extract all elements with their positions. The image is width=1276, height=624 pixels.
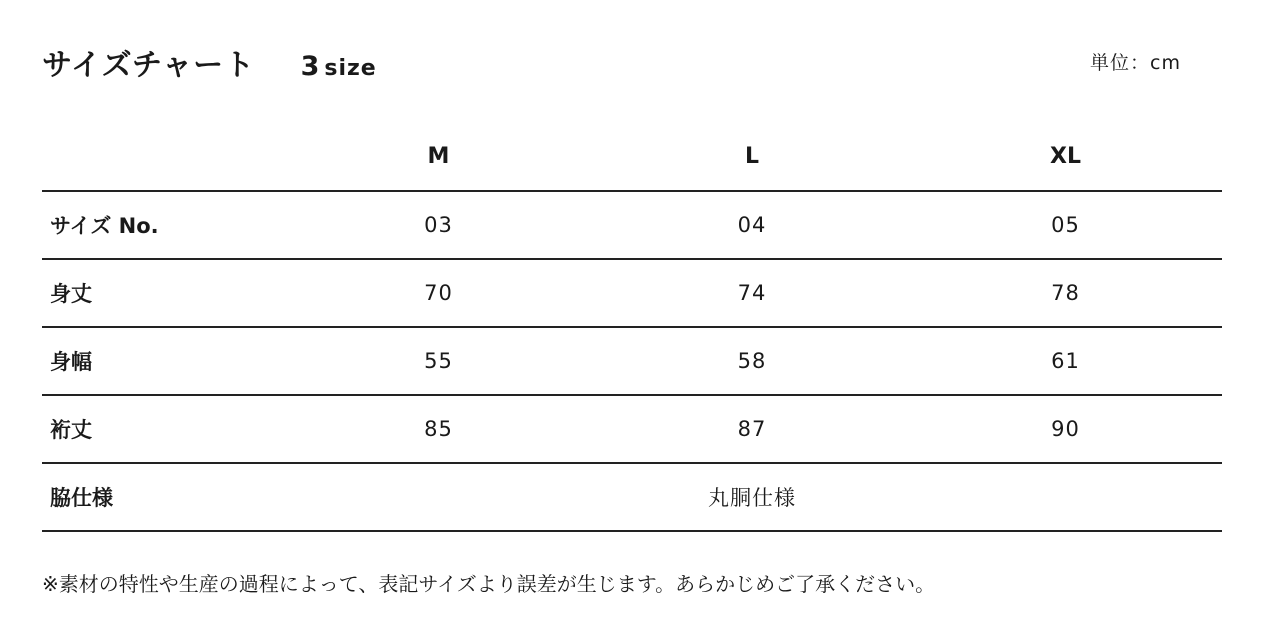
page-title bbox=[42, 40, 377, 84]
table-row-body-width bbox=[42, 327, 1222, 395]
header-empty bbox=[42, 122, 282, 191]
cell-value: 85 bbox=[282, 395, 595, 463]
cell-value: 04 bbox=[595, 191, 909, 259]
size-table bbox=[42, 122, 1222, 532]
row-label: 身丈 bbox=[42, 259, 282, 327]
footnote: ※素材の特性や生産の過程によって、表記サイズより誤差が生じます。あらかじめご了承ください。 bbox=[42, 572, 936, 596]
header-size-xl: XL bbox=[909, 122, 1222, 191]
header-row bbox=[42, 122, 1222, 191]
table-row-side-spec bbox=[42, 463, 1222, 531]
cell-value: 90 bbox=[909, 395, 1222, 463]
cell-value: 05 bbox=[909, 191, 1222, 259]
cell-value: 61 bbox=[909, 327, 1222, 395]
cell-value: 74 bbox=[595, 259, 909, 327]
cell-value: 78 bbox=[909, 259, 1222, 327]
size-count-number: 3 bbox=[300, 51, 321, 82]
unit-label: 単位：cm bbox=[1090, 52, 1181, 74]
cell-value: 70 bbox=[282, 259, 595, 327]
row-label: 身幅 bbox=[42, 327, 282, 395]
table-row-body-length bbox=[42, 259, 1222, 327]
cell-value: 58 bbox=[595, 327, 909, 395]
header-size-l: L bbox=[595, 122, 909, 191]
spec-value: 丸胴仕様 bbox=[282, 463, 1222, 531]
header-size-m: M bbox=[282, 122, 595, 191]
title-text: サイズチャート bbox=[42, 48, 256, 83]
size-count-suffix: size bbox=[324, 56, 377, 81]
row-label: 脇仕様 bbox=[42, 463, 282, 531]
table-row-sleeve-length bbox=[42, 395, 1222, 463]
cell-value: 03 bbox=[282, 191, 595, 259]
table-row-size-no bbox=[42, 191, 1222, 259]
cell-value: 55 bbox=[282, 327, 595, 395]
size-count bbox=[301, 51, 377, 82]
cell-value: 87 bbox=[595, 395, 909, 463]
row-label: サイズ No. bbox=[42, 191, 282, 259]
row-label: 裄丈 bbox=[42, 395, 282, 463]
